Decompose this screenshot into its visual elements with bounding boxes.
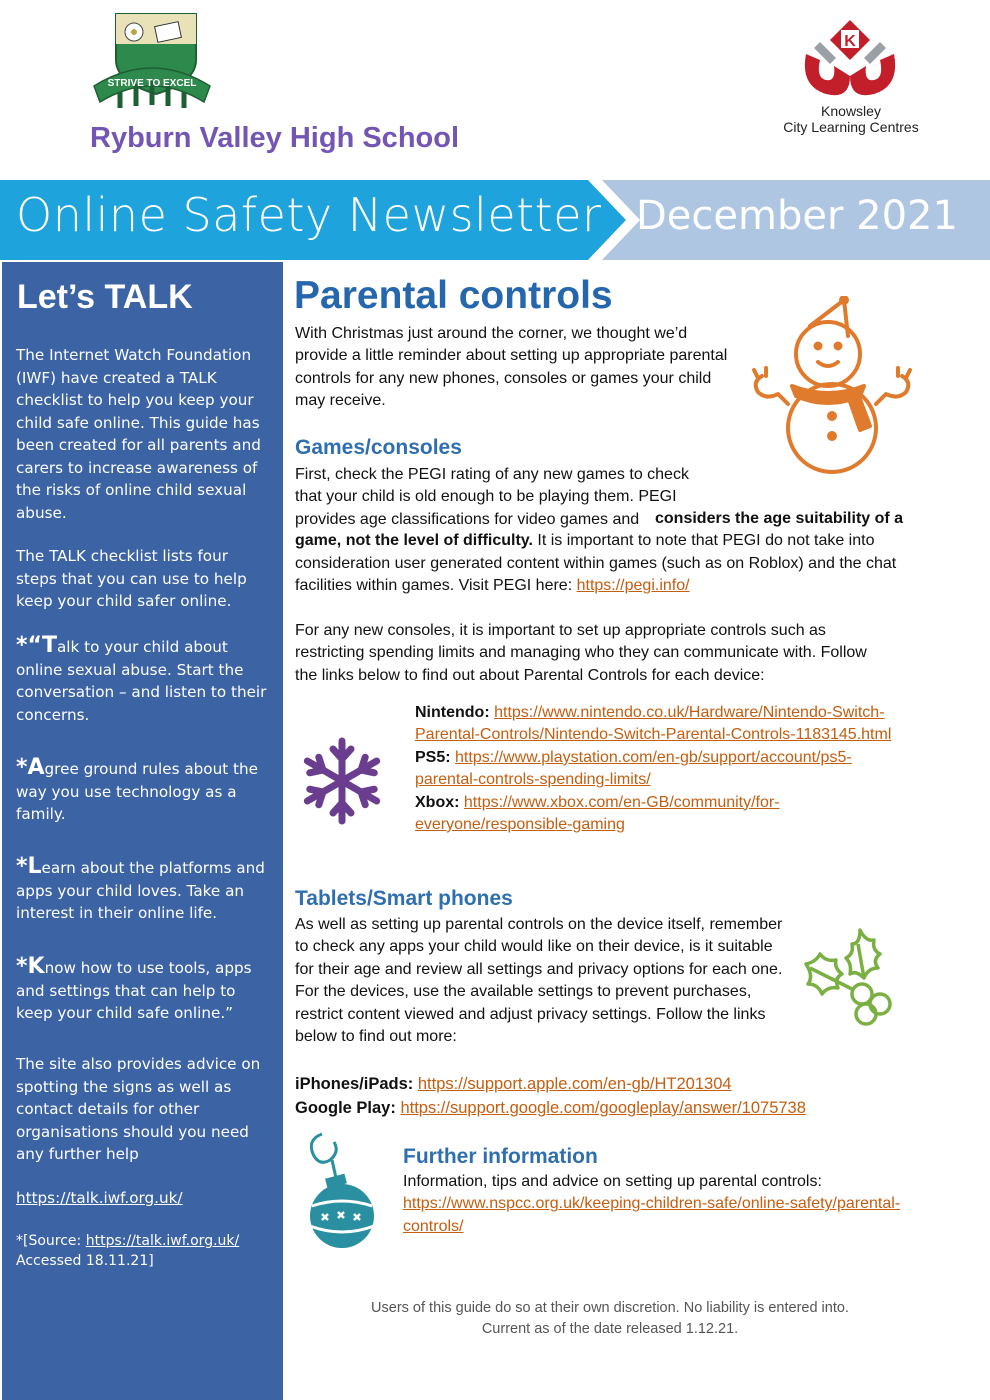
talk-step-k [16,956,268,1025]
games-paragraph-rest [295,508,915,598]
sidebar-heading: Let’s TALK [17,278,193,316]
bauble-icon [302,1130,378,1252]
sidebar-source [16,1231,268,1271]
talk-step-prefix: * [16,755,28,780]
sidebar-advice: The site also provides advice on spotting the signs as well as contact details for other organisations should you need any further help [16,1055,261,1163]
phone-links [295,1072,895,1120]
iphone-row [295,1072,895,1096]
nintendo-link[interactable]: https://www.nintendo.co.uk/Hardware/Nintendo-Switch-Parental-Controls/Nintendo-Switch-Parental-Controls-1183145.html [415,704,892,744]
device-xbox [415,792,905,837]
talk-step-t [16,635,268,726]
device-nintendo [415,702,905,747]
device-label: Xbox: [415,793,460,811]
pegi-emphasis: considers the age suitability of a game, not the level of difficulty. [295,510,904,550]
iwf-link[interactable]: https://talk.iwf.org.uk/ [16,1189,183,1207]
source-accessed: Accessed 18.11.21] [16,1253,154,1269]
snowman-icon [748,296,916,478]
ps5-link[interactable]: https://www.playstation.com/en-gb/support/account/ps5-parental-controls-spending-limits/ [415,748,852,789]
source-link[interactable]: https://talk.iwf.org.uk/ [85,1233,240,1249]
further-text: Information, tips and advice on setting up parental controls: [403,1173,822,1190]
klc-logo [794,16,906,104]
disclaimer-line2: Current as of the date released 1.12.21. [481,1321,739,1337]
talk-step-letter: K [27,954,45,979]
phone-label: Google Play: [295,1099,396,1117]
disclaimer-footer [300,1298,920,1340]
talk-step-text: earn about the platforms and apps your child loves. Take an interest in their online life. [16,859,265,922]
consoles-paragraph: For any new consoles, it is important to set up appropriate controls such as restricting spending limits and managing who they can communicate with. Follow the links below to find out about Parental Controls for each device: [295,622,867,684]
klc-letter: K [844,33,856,50]
xbox-link[interactable]: https://www.xbox.com/en-GB/community/for-everyone/responsible-gaming [415,793,780,834]
school-crest [86,12,218,120]
tablets-paragraph: As well as setting up parental controls on the device itself, remember to check any apps your child would like on their device, is it suitable for their age and review all settings and privacy options for each one. For the devices, use the available settings to prevent purchases, restrict content viewed and adjust privacy settings. Follow the links below to find out more: [295,916,783,1046]
talk-step-letter: L [27,854,42,879]
talk-step-a [16,757,268,826]
holly-icon [800,926,900,1034]
klc-name [768,103,934,135]
talk-step-prefix: * [16,954,28,979]
talk-step-text: now how to use tools, apps and settings that can help to keep your child safe online.” [16,959,252,1022]
talk-step-text: gree ground rules about the way you use technology as a family. [16,760,258,823]
sidebar-steps-intro: The TALK checklist lists four steps that you can use to help keep your child safer online. [16,547,247,610]
device-links [415,702,905,836]
further-paragraph [403,1171,903,1238]
klc-name-line1: Knowsley [821,103,881,119]
talk-step-letter: T [41,633,57,658]
school-name: Ryburn Valley High School [90,122,460,154]
intro-paragraph: With Christmas just around the corner, we thought we’d provide a little reminder about setting up appropriate parental controls for any new phones, consoles or games your child may receive. [295,325,728,410]
pegi-link[interactable]: https://pegi.info/ [576,577,690,595]
talk-step-prefix: * [16,854,28,879]
snowflake-icon [300,736,384,826]
games-text-a: First, check the PEGI rating of any new games to check that your child is old enough to be playing them. PEGI provides age classifications for video games and [295,466,689,528]
source-prefix: *[Source: [16,1233,86,1249]
google-play-link[interactable]: https://support.google.com/googleplay/answer/1075738 [400,1099,806,1117]
talk-step-prefix: *“ [16,633,42,658]
newsletter-date: December 2021 [636,193,958,239]
further-heading: Further information [403,1145,598,1168]
newsletter-title: Online Safety Newsletter [16,188,602,242]
disclaimer-line1: Users of this guide do so at their own discretion. No liability is entered into. [371,1300,849,1316]
games-heading: Games/consoles [295,436,462,459]
device-label: PS5: [415,748,451,766]
tablets-heading: Tablets/Smart phones [295,887,513,910]
page-title: Parental controls [294,274,613,317]
sidebar-intro: The Internet Watch Foundation (IWF) have created a TALK checklist to help you keep your child safe online. This guide has been created for all parents and carers to increase awareness of the risks of online child sexual abuse. [16,346,261,522]
apple-support-link[interactable]: https://support.apple.com/en-gb/HT201304 [417,1075,732,1093]
nspcc-link[interactable]: https://www.nspcc.org.uk/keeping-children-safe/online-safety/parental-controls/ [403,1195,901,1235]
phone-label: iPhones/iPads: [295,1075,414,1093]
talk-step-letter: A [27,755,45,780]
crest-motto: STRIVE TO EXCEL [107,78,197,89]
games-text-b: It is important to note that PEGI do not take into consideration user generated content within games (such as on Roblox) and the chat facilities within games. Visit PEGI here: [295,532,897,595]
talk-step-l [16,856,268,925]
klc-name-line2: City Learning Centres [783,119,919,135]
talk-step-text: alk to your child about online sexual abuse. Start the conversation – and listen to their concerns. [16,638,267,724]
device-ps5 [415,747,905,792]
device-label: Nintendo: [415,704,490,721]
google-play-row [295,1096,895,1120]
